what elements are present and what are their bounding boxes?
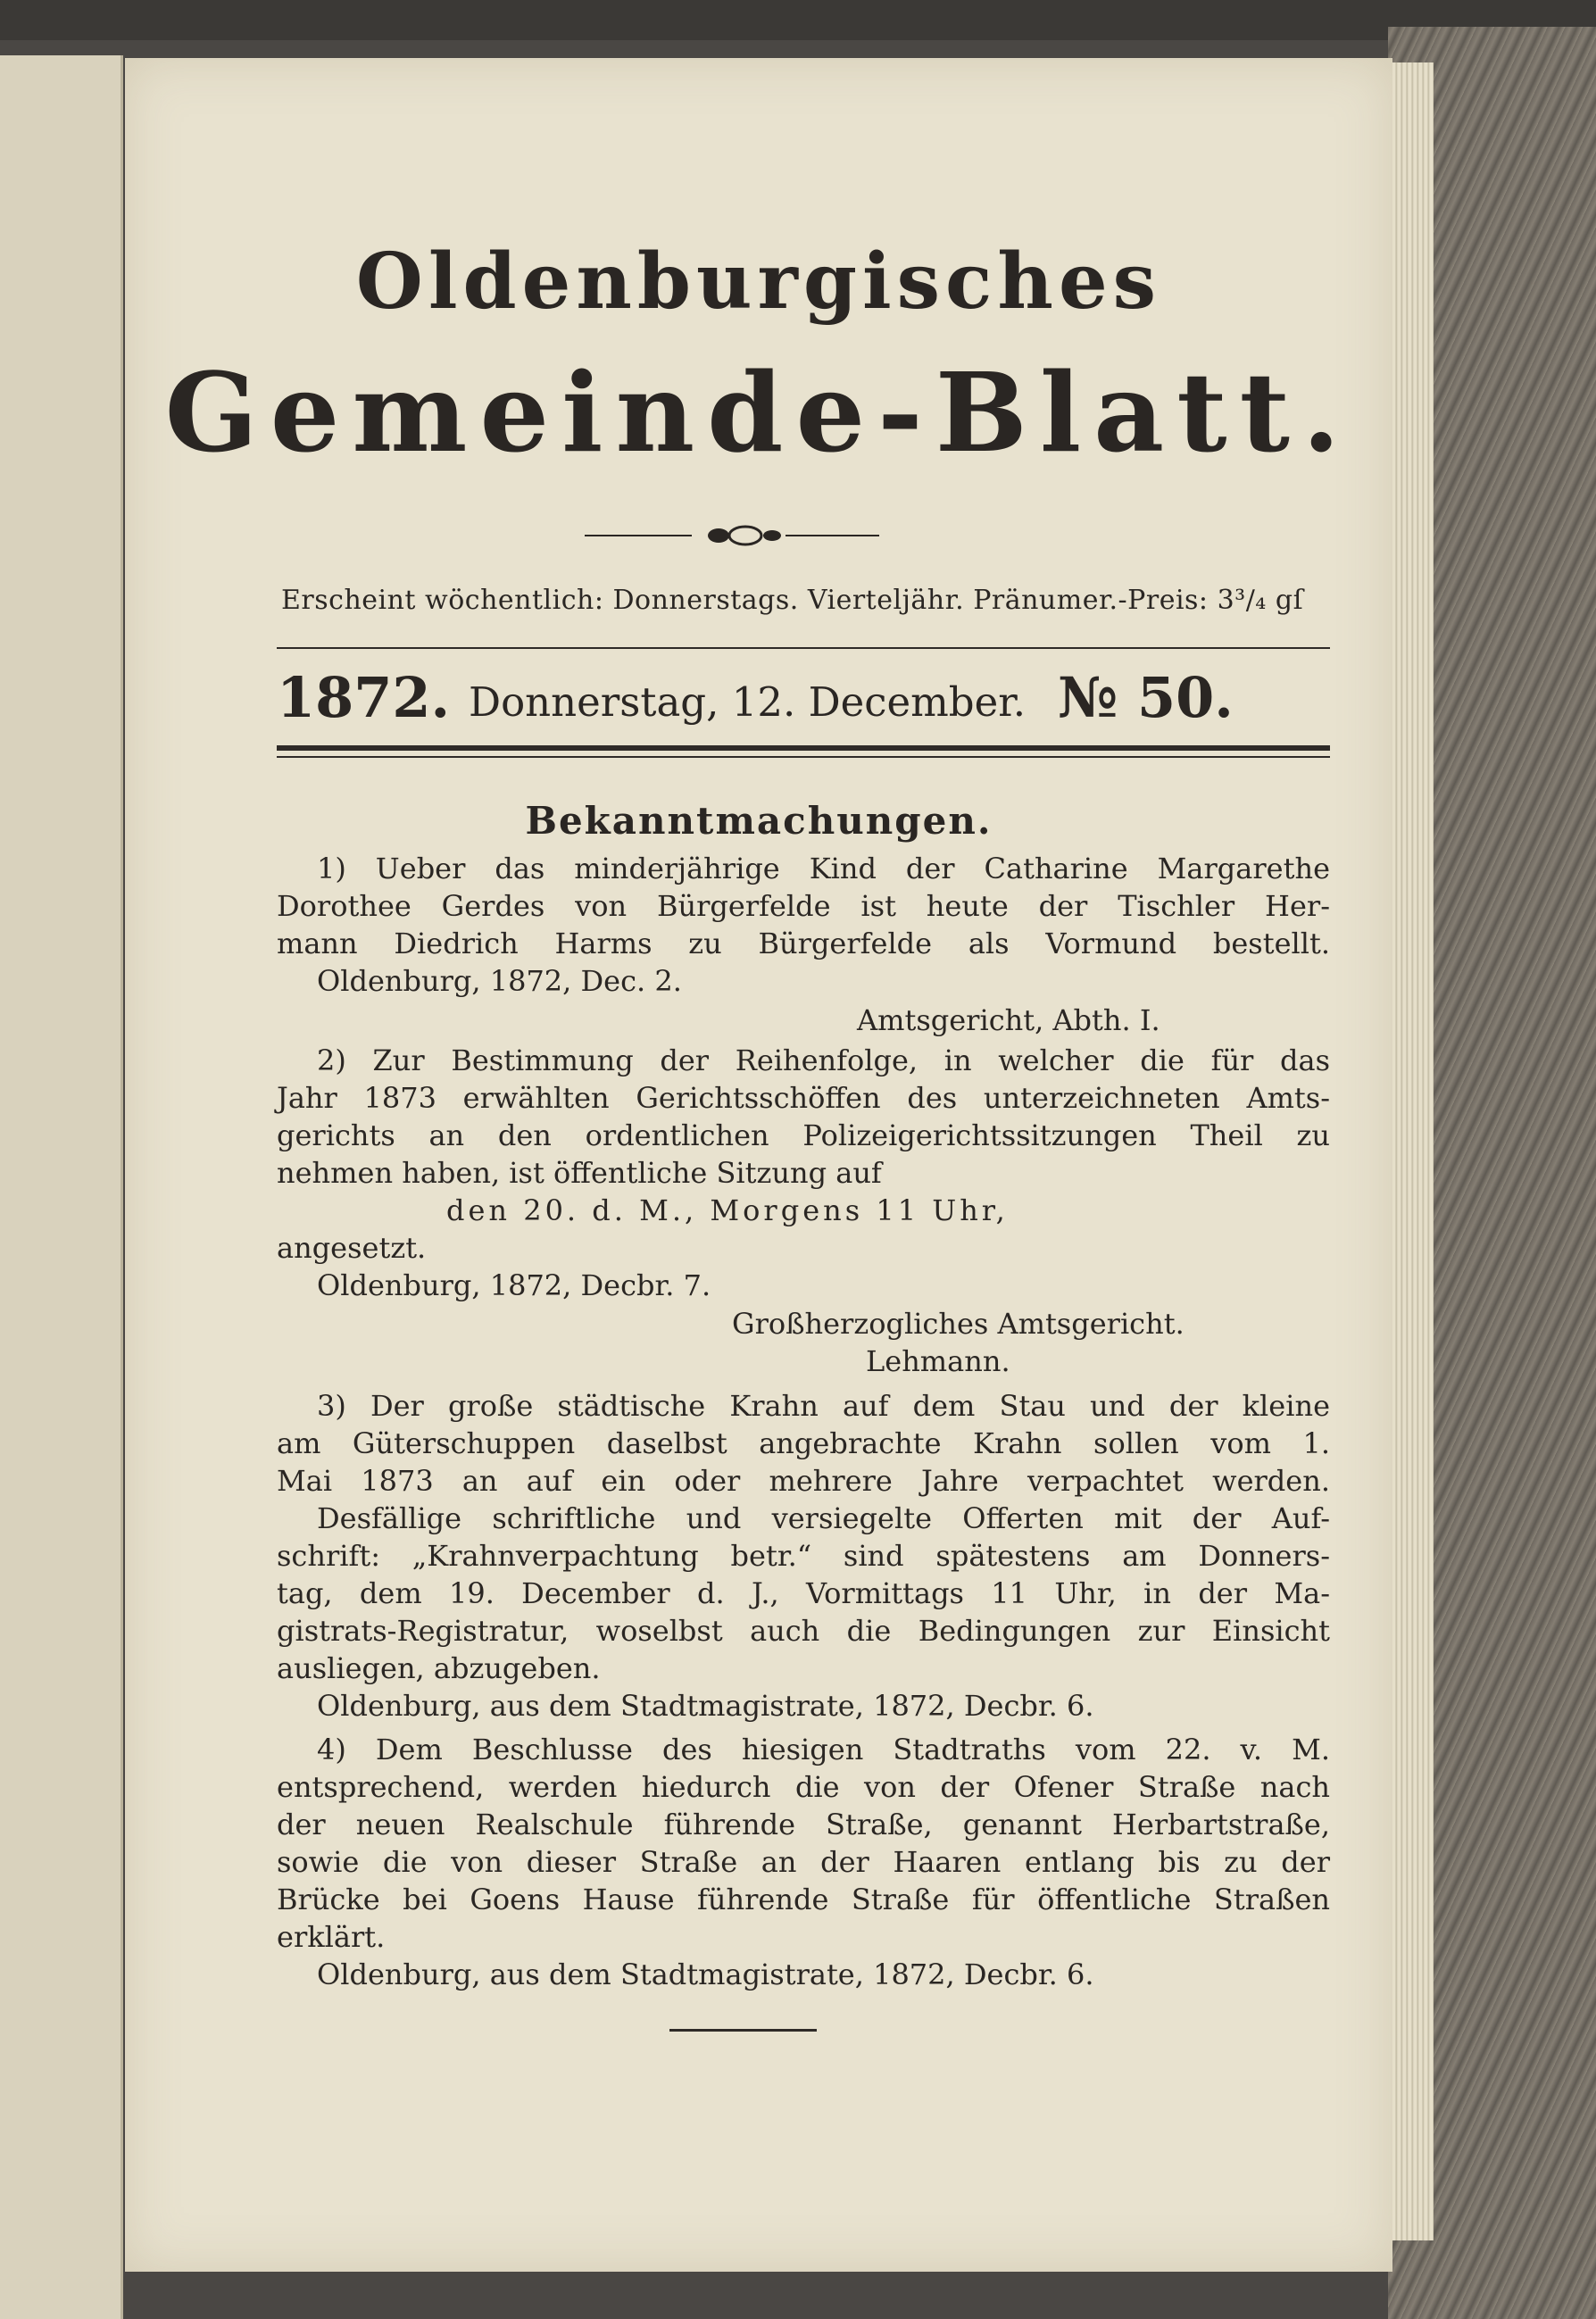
notice-1-line: mann Diedrich Harms zu Bürgerfelde als Vormund bestellt. — [277, 927, 1330, 960]
notice-2-appointment: den 20. d. M., Morgens 11 Uhr, — [446, 1193, 1009, 1227]
notice-3-line: 3) Der große städtische Krahn auf dem Stau und der kleine — [317, 1389, 1330, 1423]
notice-3-line: tag, dem 19. December d. J., Vormittags 11 Uhr, in der Ma- — [277, 1576, 1330, 1610]
notice-4-line: Brücke bei Goens Hause führende Straße für öffentliche Straßen — [277, 1883, 1330, 1916]
notice-4-line: sowie die von dieser Straße an der Haaren entlang bis zu der — [277, 1845, 1330, 1879]
notice-3-last-line: ausliegen, abzugeben. — [277, 1651, 601, 1685]
page-stack-edge — [1392, 62, 1434, 2240]
notice-4-line: 4) Dem Beschlusse des hiesigen Stadtraths vom 22. v. M. — [317, 1733, 1330, 1766]
rule-top — [277, 647, 1330, 649]
dateline-date: Donnerstag, 12. December. — [469, 678, 1027, 726]
notice-3-line: Desfällige schriftliche und versiegelte Offerten mit der Auf- — [317, 1501, 1330, 1535]
notice-2-line: Jahr 1873 erwählten Gerichtsschöffen des unterzeichneten Amts- — [277, 1081, 1330, 1115]
notice-4-line: der neuen Realschule führende Straße, genannt Herbartstraße, — [277, 1808, 1330, 1841]
notice-3-line: am Güterschuppen daselbst angebrachte Krahn sollen vom 1. — [277, 1426, 1330, 1460]
subscription-notice: Erscheint wöchentlich: Donnerstags. Vierteljähr. Pränumer.-Preis: 3³/₄ gſ — [281, 585, 1304, 616]
newspaper-page — [125, 58, 1392, 2272]
masthead-title-line2: Gemeinde-Blatt. — [164, 348, 1353, 477]
notice-4-place-date: Oldenburg, aus dem Stadtmagistrate, 1872, Decbr. 6. — [317, 1957, 1094, 1991]
rule-thin — [277, 756, 1330, 758]
notice-1-signature: Amtsgericht, Abth. I. — [857, 1003, 1160, 1037]
notice-2-line: gerichts an den ordentlichen Polizeigerichtssitzungen Theil zu — [277, 1118, 1330, 1152]
dateline-year: 1872. — [277, 665, 451, 730]
notice-1-place-date: Oldenburg, 1872, Dec. 2. — [317, 964, 682, 998]
notice-2-after: angesetzt. — [277, 1231, 427, 1265]
closing-rule — [669, 2029, 817, 2032]
notice-2-signer: Lehmann. — [866, 1344, 1010, 1378]
notice-2-place-date: Oldenburg, 1872, Decbr. 7. — [317, 1268, 711, 1302]
notice-4-last-line: erklärt. — [277, 1920, 386, 1954]
notice-2-signature: Großherzogliches Amtsgericht. — [732, 1307, 1185, 1341]
book-backdrop — [0, 0, 1596, 40]
ornament-divider — [585, 518, 879, 553]
masthead-title-line1: Oldenburgisches — [355, 237, 1162, 327]
notice-3-line: Mai 1873 an auf ein oder mehrere Jahre verpachtet werden. — [277, 1464, 1330, 1498]
rule-thick — [277, 745, 1330, 751]
facing-page-edge — [0, 55, 123, 2319]
notice-1-line: 1) Ueber das minderjährige Kind der Catharine Margarethe — [317, 852, 1330, 885]
dateline-issue-number: № 50. — [1058, 665, 1234, 730]
notice-1-line: Dorothee Gerdes von Bürgerfelde ist heute der Tischler Her- — [277, 889, 1330, 923]
section-heading: Bekanntmachungen. — [525, 799, 993, 843]
notice-2-line: nehmen haben, ist öffentliche Sitzung auf — [277, 1156, 882, 1190]
notice-4-line: entsprechend, werden hiedurch die von der Ofener Straße nach — [277, 1770, 1330, 1804]
notice-2-line: 2) Zur Bestimmung der Reihenfolge, in welcher die für das — [317, 1043, 1330, 1077]
notice-3-line: schrift: „Krahnverpachtung betr.“ sind spätestens am Donners- — [277, 1539, 1330, 1573]
notice-3-place-date: Oldenburg, aus dem Stadtmagistrate, 1872, Decbr. 6. — [317, 1689, 1094, 1723]
notice-3-line: gistrats-Registratur, woselbst auch die Bedingungen zur Einsicht — [277, 1614, 1330, 1648]
